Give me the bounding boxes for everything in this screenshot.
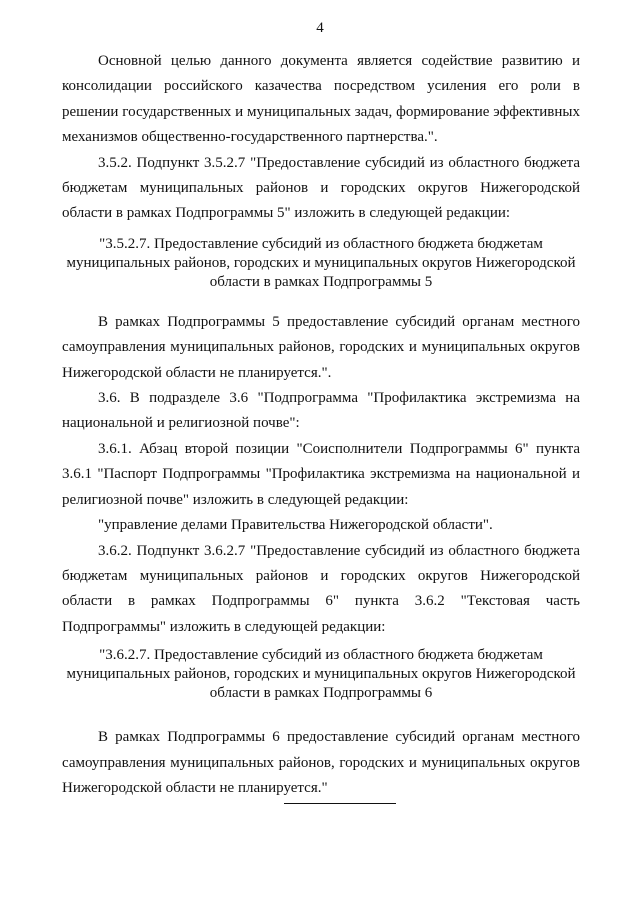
- paragraph-management: "управление делами Правительства Нижегородской области".: [98, 517, 493, 534]
- paragraph-3-5-2: 3.5.2. Подпункт 3.5.2.7 "Предоставление субсидий из областного бюджета бюджетам муниципальных районов и городских округов Нижегородской области в рамках Подпрограммы 5" изложить в следующей редакции:: [62, 154, 580, 222]
- paragraph-subprogram-6: В рамках Подпрограммы 6 предоставление субсидий органам местного самоуправления муниципальных районов, городских и муниципальных округов Нижегородской области не планируется.": [62, 729, 580, 796]
- paragraph-subprogram-5: В рамках Подпрограммы 5 предоставление субсидий органам местного самоуправления муниципальных районов, городских и муниципальных округов Нижегородской области не планируется.".: [62, 313, 580, 381]
- end-divider-line: [284, 803, 396, 804]
- quoted-heading-3-6-2-7: "3.6.2.7. Предоставление субсидий из областного бюджета бюджетам муниципальных районов, городских и муниципальных округов Нижегородской области в рамках Подпрограммы 6: [66, 647, 576, 702]
- paragraph-3-6: 3.6. В подразделе 3.6 "Подпрограмма "Профилактика экстремизма на национальной и религиозной почве":: [62, 390, 580, 432]
- paragraph-goal: Основной целью данного документа является содействие развитию и консолидации российского казачества посредством усиления его роли в решении государственных и муниципальных задач, формирование эффективных механизмов общественно-государственного партнерства.".: [62, 53, 580, 146]
- paragraph-3-6-1: 3.6.1. Абзац второй позиции "Соисполнители Подпрограммы 6" пункта 3.6.1 "Паспорт Подпрограммы "Профилактика экстремизма на национальной и религиозной почве" изложить в следующей редакции:: [62, 440, 580, 508]
- page-number: 4: [316, 20, 324, 36]
- quoted-heading-3-5-2-7: "3.5.2.7. Предоставление субсидий из областного бюджета бюджетам муниципальных районов, городских и муниципальных округов Нижегородской области в рамках Подпрограммы 5: [66, 235, 576, 290]
- paragraph-3-6-2: 3.6.2. Подпункт 3.6.2.7 "Предоставление субсидий из областного бюджета бюджетам муниципальных районов и городских округов Нижегородской области в рамках Подпрограммы 6" пункта 3.6.2 "Текстовая часть Подпрограммы" изложить в следующей редакции:: [62, 542, 580, 635]
- document-body: [62, 49, 580, 801]
